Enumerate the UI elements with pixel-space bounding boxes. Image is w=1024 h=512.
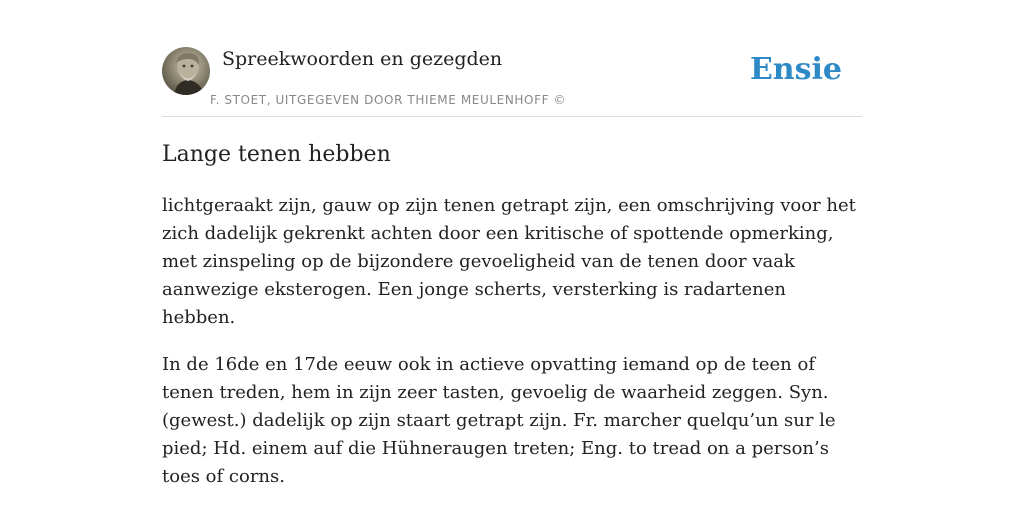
ensie-logo[interactable]: Ensie [749,52,842,87]
source-credit: F. STOET, UITGEGEVEN DOOR THIEME MEULENHOFF © [210,93,567,107]
portrait-icon [162,47,210,95]
source-title[interactable]: Spreekwoorden en gezegden [222,48,503,70]
source-header [162,44,862,117]
entry-body [162,192,862,510]
author-avatar[interactable] [162,47,210,95]
entry-paragraph: In de 16de en 17de eeuw ook in actieve opvatting iemand op de teen of tenen treden, hem in zijn zeer tasten, gevoelig de waarheid zeggen. Syn. (gewest.) dadelijk op zijn staart getrapt zijn. Fr. marcher quelqu’un sur le pied; Hd. einem auf die Hühneraugen treten; Eng. to tread on a person’s toes of corns. [162,354,836,487]
entry-title: Lange tenen hebben [162,142,391,167]
entry-paragraph: lichtgeraakt zijn, gauw op zijn tenen getrapt zijn, een omschrijving voor het zich dadelijk gekrenkt achten door een kritische of spottende opmerking, met zinspeling op de bijzondere gevoeligheid van de tenen door vaak aanwezige eksterogen. Een jonge scherts, versterking is radartenen hebben. [162,195,856,328]
